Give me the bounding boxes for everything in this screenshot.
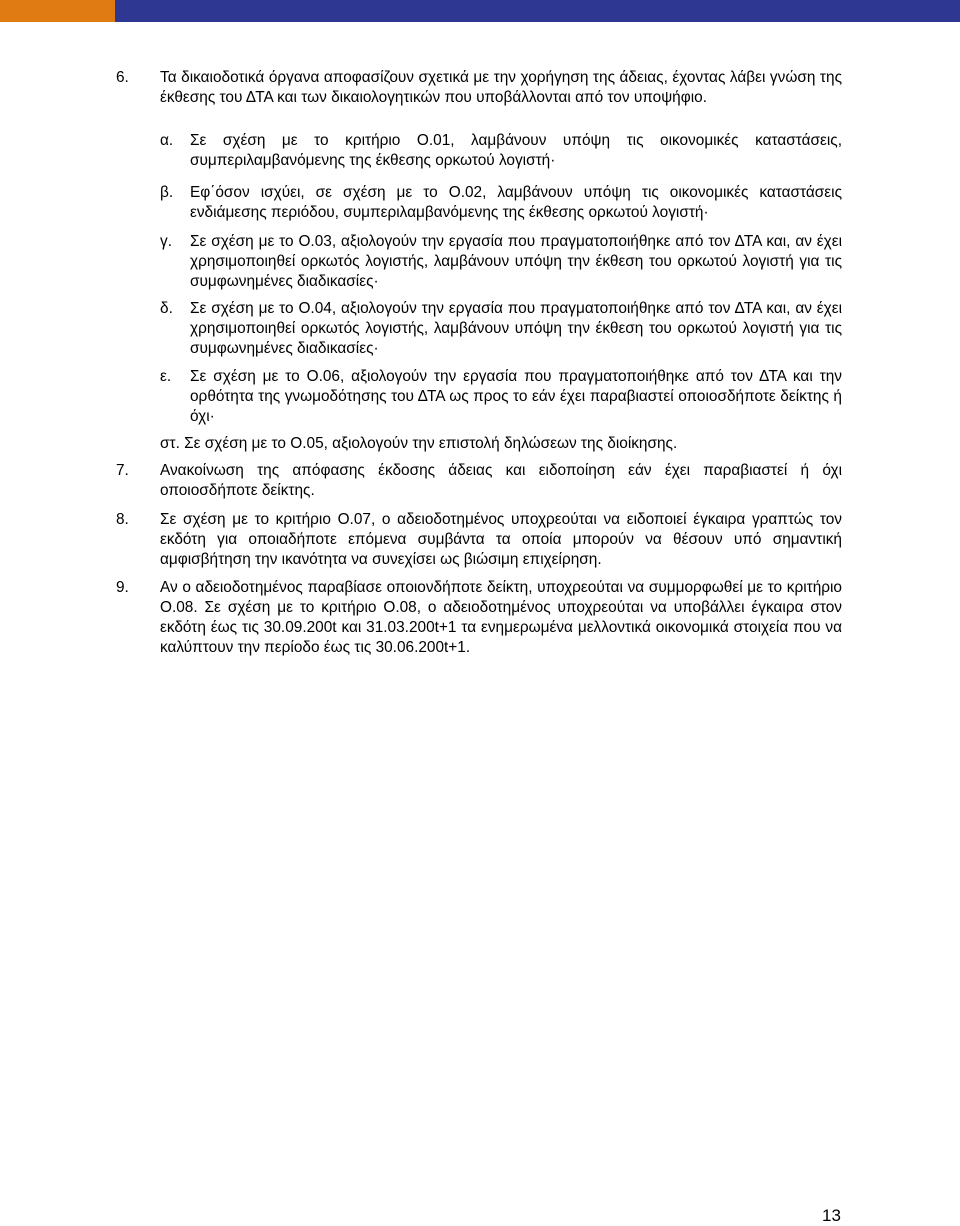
header-accent-bar	[0, 0, 115, 22]
subitem-text: Σε σχέση με το κριτήριο Ο.01, λαμβάνουν υπόψη τις οικονομικές καταστάσεις, συμπεριλαμβανόμενης της έκθεσης ορκωτού λογιστή·	[190, 132, 842, 169]
item-text: Ανακοίνωση της απόφασης έκδοσης άδειας και ειδοποίηση εάν έχει παραβιαστεί ή όχι οποιοσδήποτε δείκτης.	[160, 462, 842, 499]
subitem-label: β.	[160, 184, 174, 201]
item-text: Σε σχέση με το κριτήριο Ο.07, ο αδειοδοτημένος υποχρεούται να ειδοποιεί έγκαιρα γραπτώς τον εκδότη για οποιαδήποτε επόμενα συμβάντα τα οποία μπορούν να θέσουν υπό σημαντική αμφισβήτηση την ικανότητα να συνεχίσει ως βιώσιμη επιχείρηση.	[160, 511, 842, 568]
subitem-label: γ.	[160, 233, 172, 250]
subitem-text: Εφ΄όσον ισχύει, σε σχέση με το Ο.02, λαμβάνουν υπόψη τις οικονομικές καταστάσεις ενδιάμεσης περιόδου, συμπεριλαμβανόμενης της έκθεσης ορκωτού λογιστή·	[190, 184, 842, 221]
item-number: 9.	[116, 579, 129, 596]
header-band	[115, 0, 960, 22]
item-number: 6.	[116, 69, 129, 86]
item-text: Αν ο αδειοδοτημένος παραβίασε οποιονδήποτε δείκτη, υποχρεούται να συμμορφωθεί με το κριτήριο Ο.08. Σε σχέση με το κριτήριο Ο.08, ο αδειοδοτημένος υποχρεούται να υποβάλλει έγκαιρα στον εκδότη έως τις 30.09.200t και 31.03.200t+1 τα ενημερωμένα μελλοντικά οικονομικά στοιχεία που να καλύπτουν την περίοδο έως τις 30.06.200t+1.	[160, 579, 842, 656]
item-number: 7.	[116, 462, 129, 479]
item-text: Τα δικαιοδοτικά όργανα αποφασίζουν σχετικά με την χορήγηση της άδειας, έχοντας λάβει γνώση της έκθεσης του ΔΤΑ και των δικαιολογητικών που υποβάλλονται από τον υποψήφιο.	[160, 69, 842, 106]
subitem-label: δ.	[160, 300, 173, 317]
subitem-text: Σε σχέση με το Ο.06, αξιολογούν την εργασία που πραγματοποιήθηκε από τον ΔΤΑ και την ορθότητα της γνωμοδότησης του ΔΤΑ ως προς το εάν έχει παραβιαστεί οποιοσδήποτε δείκτης ή όχι·	[190, 368, 842, 425]
subitem-text: στ. Σε σχέση με το Ο.05, αξιολογούν την επιστολή δηλώσεων της διοίκησης.	[160, 435, 678, 452]
item-number: 8.	[116, 511, 129, 528]
subitem-label: ε.	[160, 368, 172, 385]
subitem-text: Σε σχέση με το Ο.04, αξιολογούν την εργασία που πραγματοποιήθηκε από τον ΔΤΑ και, αν έχει χρησιμοποιηθεί ορκωτός λογιστής, λαμβάνουν υπόψη την έκθεση του ορκωτού λογιστή για τις συμφωνημένες διαδικασίες·	[190, 300, 842, 357]
page-number: 13	[822, 1206, 841, 1225]
subitem-text: Σε σχέση με το Ο.03, αξιολογούν την εργασία που πραγματοποιήθηκε από τον ΔΤΑ και, αν έχει χρησιμοποιηθεί ορκωτός λογιστής, λαμβάνουν υπόψη την έκθεση του ορκωτού λογιστή για τις συμφωνημένες διαδικασίες·	[190, 233, 842, 290]
subitem-label: α.	[160, 132, 174, 149]
